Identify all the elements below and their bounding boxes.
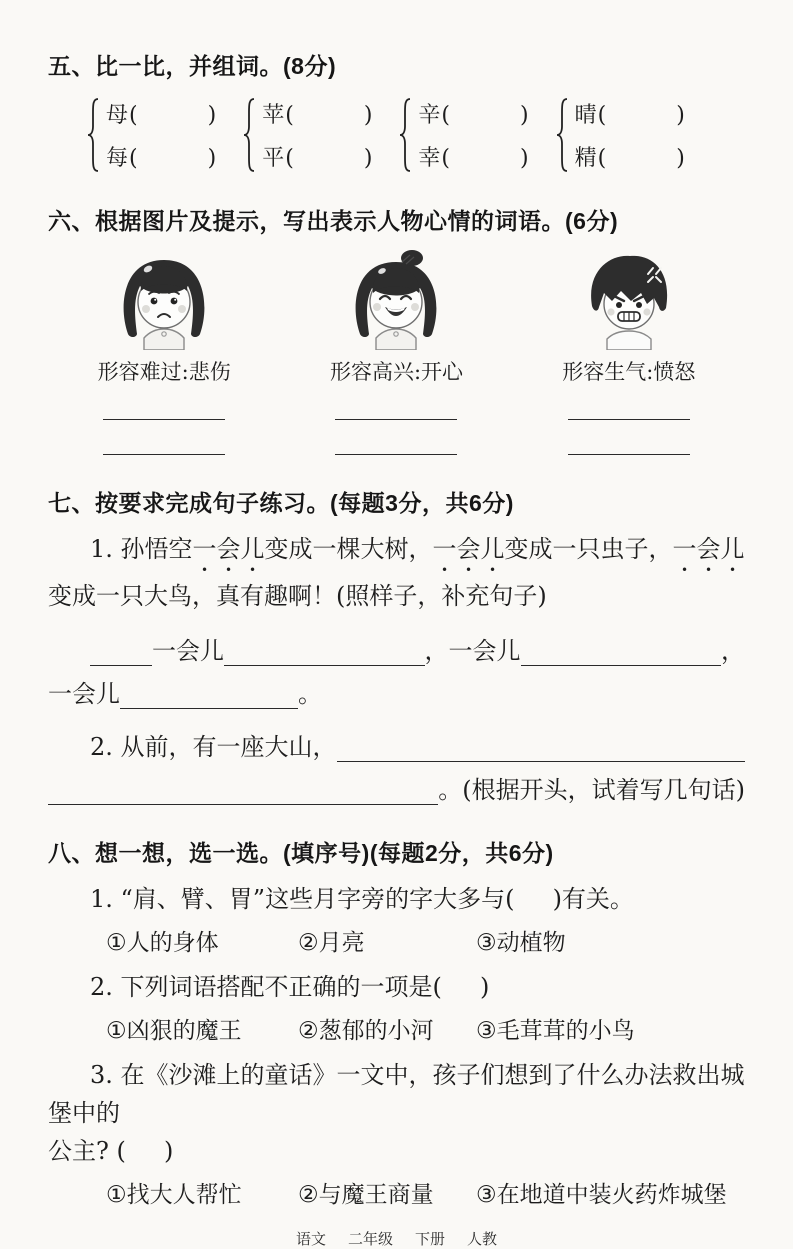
character: 精 <box>574 146 597 171</box>
pair-column <box>418 98 528 172</box>
pair-column <box>262 98 372 172</box>
answer-blank <box>224 639 425 666</box>
option-2: ②与魔王商量 <box>298 1182 434 1208</box>
section-eight-title: 八、想一想，选一选。(填序号)(每题2分，共6分) <box>48 840 554 866</box>
q3-text-line-1: 3. 在《沙滩上的童话》一文中，孩子们想到了什么办法救出城堡中的 <box>48 1061 745 1127</box>
emotion-item-happy <box>280 246 512 455</box>
close-paren: ) <box>676 146 685 171</box>
option-1: ①找大人帮忙 <box>106 1182 242 1208</box>
section-six <box>48 203 745 455</box>
happy-girl-illustration <box>337 246 455 350</box>
footer-grade: 二年级 <box>347 1230 393 1248</box>
option-3: ③动植物 <box>476 930 566 956</box>
answer-blank <box>337 735 745 762</box>
q1-emphasis-word: 一会儿 <box>672 535 745 563</box>
q1-text: 1. “肩、臂、胃”这些月字旁的字大多与( )有关。 <box>90 885 634 913</box>
compare-pair-xin-xing <box>398 97 528 173</box>
option-2: ②葱郁的小河 <box>298 1018 434 1044</box>
option-1: ①人的身体 <box>106 930 219 956</box>
character: 辛 <box>418 103 441 128</box>
character: 每 <box>106 146 129 171</box>
left-brace-icon <box>242 97 257 173</box>
pair-top-line <box>418 98 528 129</box>
fill-word: 一会儿 <box>48 680 120 708</box>
fill-word: 一会儿 <box>152 637 224 665</box>
pair-column <box>575 98 685 172</box>
section-six-title: 六、根据图片及提示，写出表示人物心情的词语。(6分) <box>48 208 619 234</box>
answer-blank <box>521 639 722 666</box>
character: 晴 <box>574 103 597 128</box>
character: 母 <box>106 103 129 128</box>
pair-top-line <box>262 98 372 129</box>
option-2: ②月亮 <box>298 930 365 956</box>
open-paren: ( <box>129 146 138 171</box>
pair-top-line <box>106 98 216 129</box>
pair-top-line <box>575 98 685 129</box>
open-paren: ( <box>441 146 451 171</box>
q1-emphasis-word: 一会儿 <box>432 535 505 563</box>
compare-pair-mu-mei <box>86 97 216 173</box>
footer-volume: 下册 <box>415 1230 446 1248</box>
answer-line <box>103 419 225 420</box>
compare-pairs-row <box>86 97 745 173</box>
answer-line <box>335 454 457 455</box>
section-seven <box>48 485 745 805</box>
q2-tail: 。(根据开头，试着写几句话) <box>438 776 745 804</box>
answer-line <box>568 454 690 455</box>
q3-options-row <box>48 1176 745 1212</box>
footer-publisher: 人教 <box>467 1230 498 1248</box>
q1-answer-line-1 <box>48 631 745 666</box>
pair-bottom-line <box>106 141 216 172</box>
q1-sentence <box>48 530 745 615</box>
emotion-faces-row <box>48 246 745 455</box>
option-1: ①凶狠的魔王 <box>106 1018 242 1044</box>
q2-text: 2. 下列词语搭配不正确的一项是( ) <box>90 973 490 1001</box>
pair-bottom-line <box>262 141 372 172</box>
q1-answer-line-2 <box>48 674 745 709</box>
q1-seg1: 变成一棵大树， <box>264 535 433 563</box>
page-footer <box>48 1228 745 1249</box>
angry-boy-illustration <box>570 246 688 350</box>
section-seven-title: 七、按要求完成句子练习。(每题3分，共6分) <box>48 490 514 516</box>
footer-subject: 语文 <box>295 1230 326 1248</box>
open-paren: ( <box>597 103 607 128</box>
sad-girl-illustration <box>105 246 223 350</box>
q1-options-row <box>48 924 745 960</box>
emotion-caption-sad: 形容难过:悲伤 <box>97 360 231 384</box>
open-paren: ( <box>597 146 607 171</box>
q1-seg0: 1. 孙悟空 <box>90 535 193 563</box>
emotion-caption-happy: 形容高兴:开心 <box>329 360 464 384</box>
character: 幸 <box>418 146 441 171</box>
q2-options-row <box>48 1012 745 1048</box>
q1-seg2: 变成一只虫子， <box>504 535 673 563</box>
close-paren: ) <box>363 103 373 128</box>
emotion-item-angry <box>513 246 745 455</box>
open-paren: ( <box>129 103 138 128</box>
pair-column <box>106 98 216 172</box>
compare-pair-qing-jing <box>555 97 685 173</box>
comma: ， <box>721 637 745 665</box>
close-paren: ) <box>520 146 529 171</box>
pair-bottom-line <box>418 141 528 172</box>
option-3: ③毛茸茸的小鸟 <box>476 1018 635 1044</box>
close-paren: ) <box>207 146 217 171</box>
close-paren: ) <box>363 146 373 171</box>
q1-seg3: 变成一只大鸟，真有趣啊！(照样子，补充句子) <box>48 582 547 610</box>
open-paren: ( <box>285 103 294 128</box>
open-paren: ( <box>441 103 451 128</box>
period: 。 <box>298 680 322 708</box>
q2-line-2 <box>48 770 745 805</box>
answer-line <box>568 419 690 420</box>
q2-lead: 2. 从前，有一座大山， <box>90 733 337 761</box>
q1-emphasis-word: 一会儿 <box>192 535 265 563</box>
answer-blank <box>120 682 298 709</box>
compare-pair-ping-ping <box>242 97 372 173</box>
section-five-title: 五、比一比，并组词。(8分) <box>48 53 337 79</box>
close-paren: ) <box>207 103 217 128</box>
left-brace-icon <box>555 97 570 173</box>
q3-text-line-2: 公主? ( ) <box>48 1137 174 1165</box>
open-paren: ( <box>285 146 294 171</box>
option-3: ③在地道中装火药炸城堡 <box>476 1182 727 1208</box>
character: 平 <box>262 146 285 171</box>
q2-line-1 <box>48 727 745 762</box>
close-paren: ) <box>520 103 529 128</box>
character: 苹 <box>262 103 285 128</box>
left-brace-icon <box>86 97 101 173</box>
answer-line <box>103 454 225 455</box>
left-brace-icon <box>398 97 413 173</box>
section-five <box>48 48 745 173</box>
answer-line <box>335 419 457 420</box>
section-eight <box>48 835 745 1212</box>
fill-word: ，一会儿 <box>424 637 521 665</box>
pair-bottom-line <box>575 141 685 172</box>
close-paren: ) <box>676 103 685 128</box>
emotion-item-sad <box>48 246 280 455</box>
answer-blank <box>48 778 438 805</box>
emotion-caption-angry: 形容生气:愤怒 <box>562 360 696 384</box>
answer-blank <box>90 639 152 666</box>
